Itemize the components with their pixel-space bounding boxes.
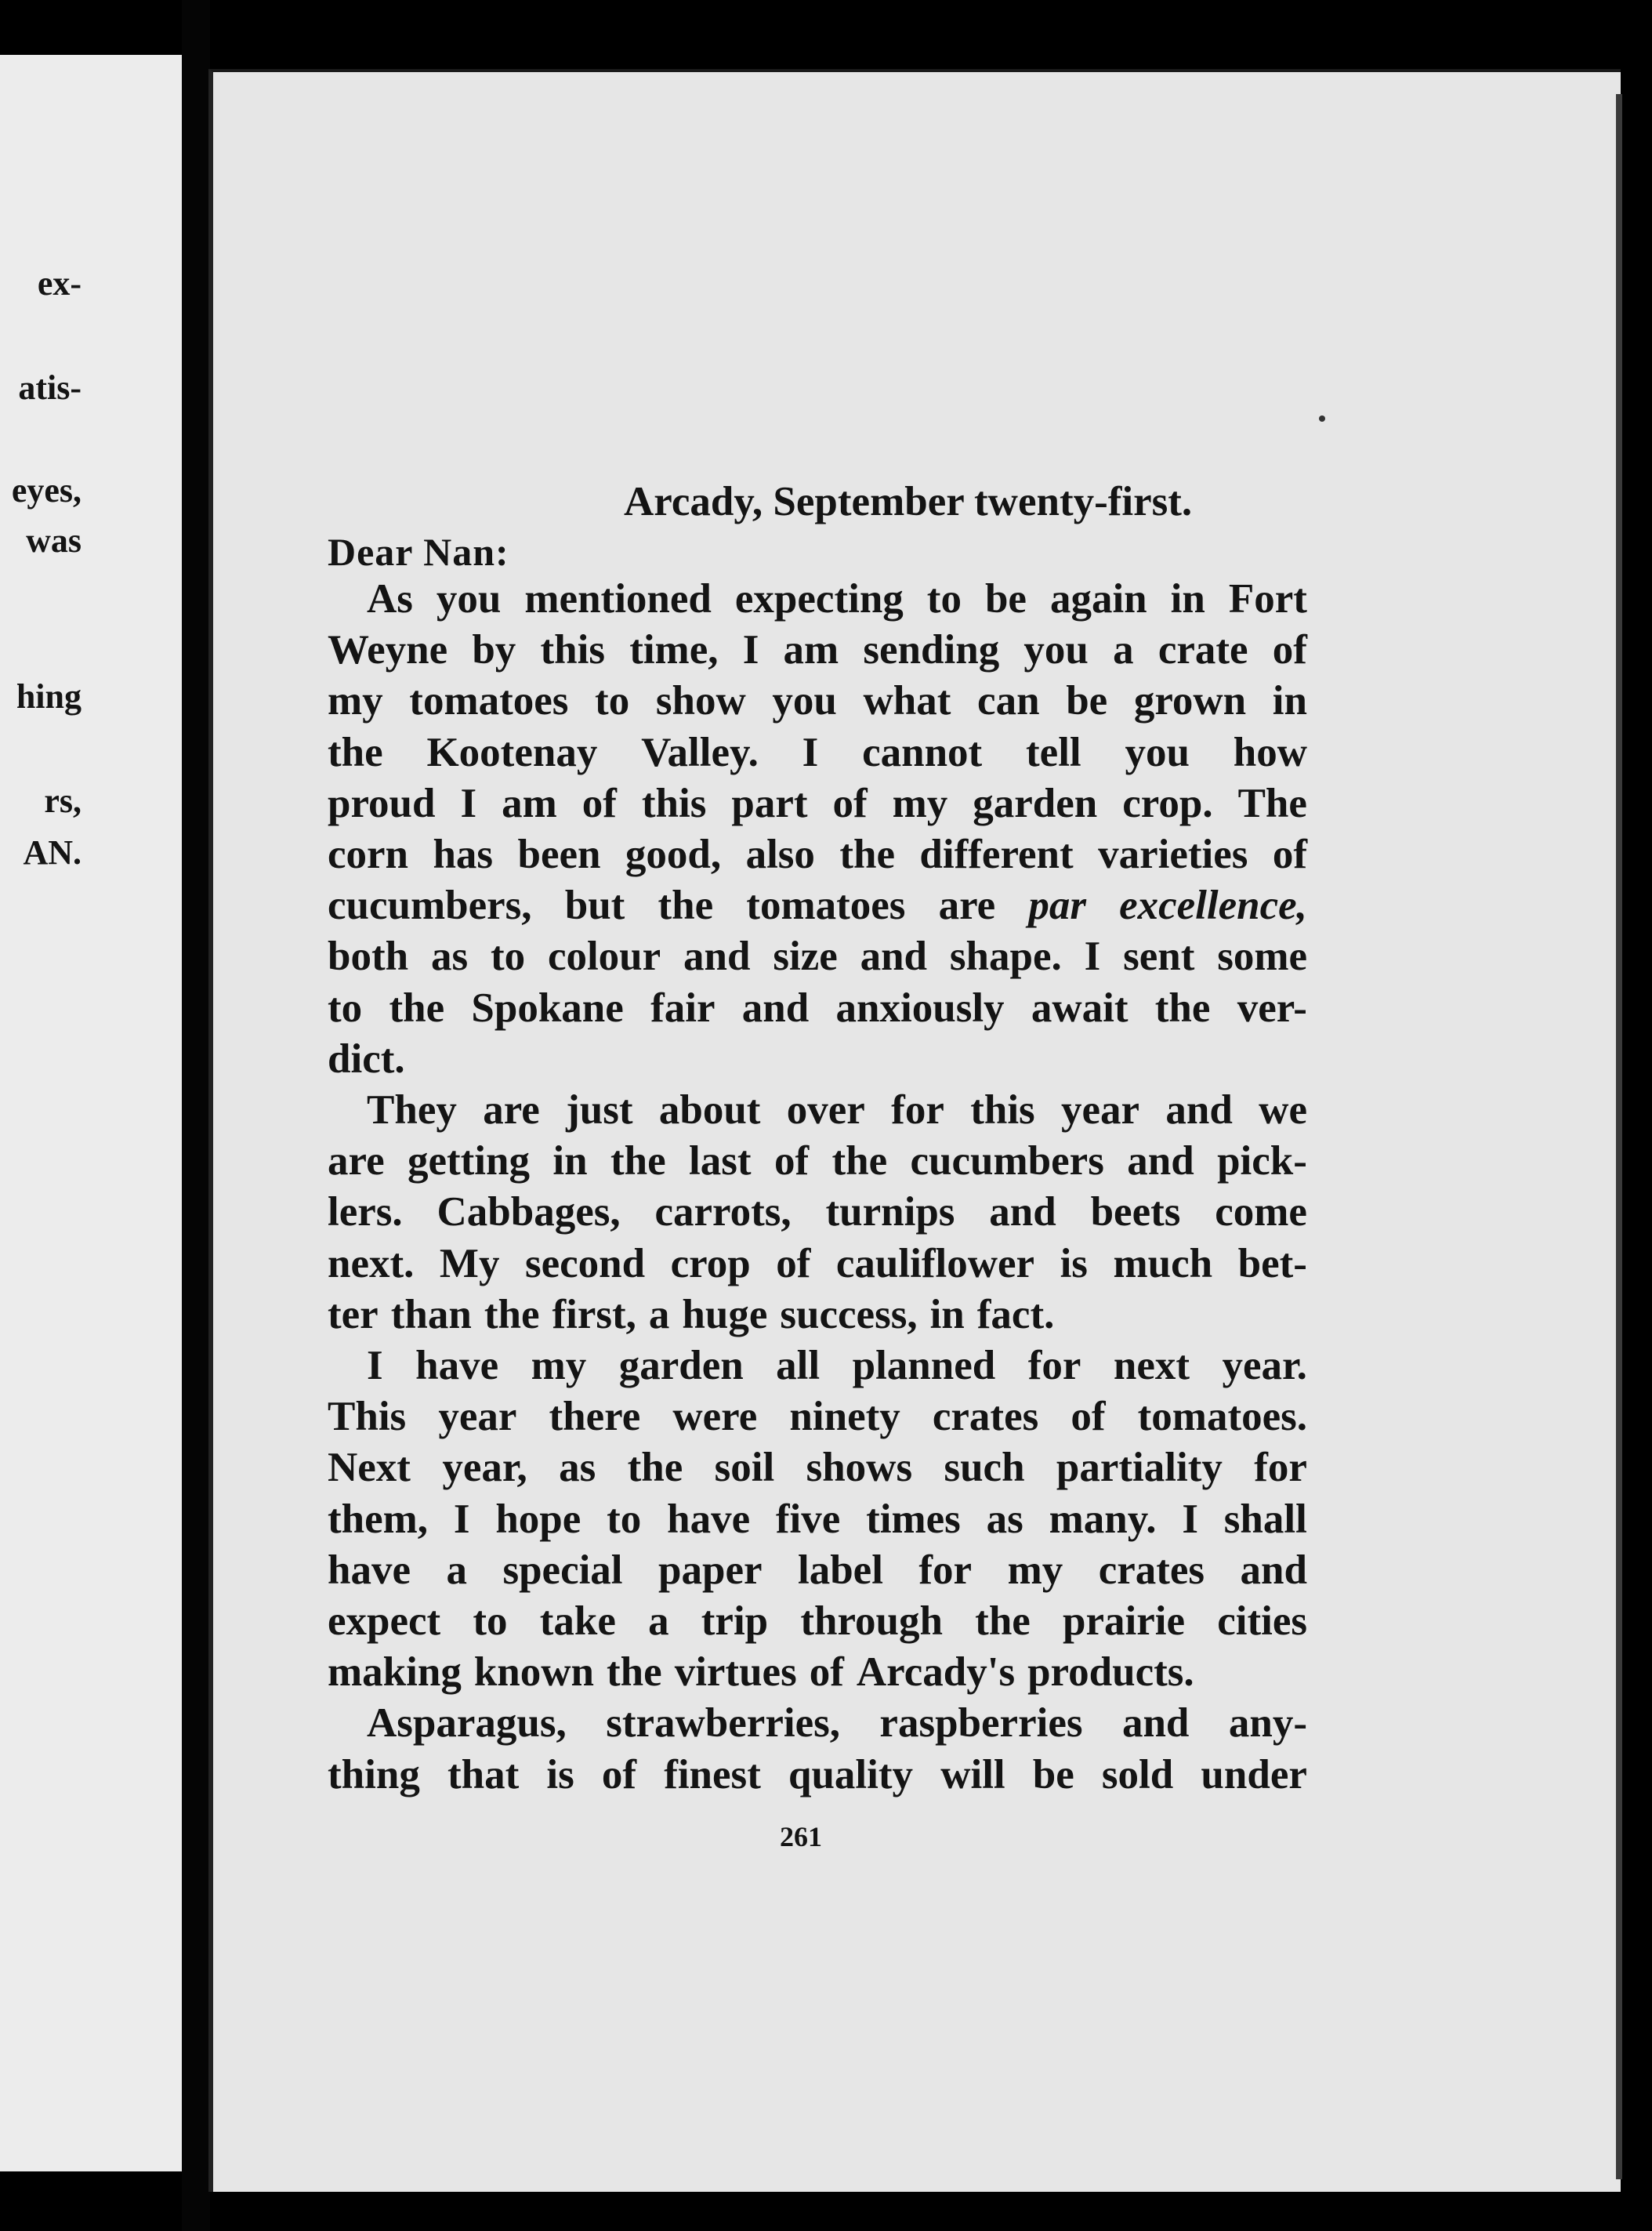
word: am xyxy=(783,627,839,673)
word: making xyxy=(328,1649,462,1696)
word: in xyxy=(929,1291,965,1337)
word: just xyxy=(566,1087,633,1133)
word: my xyxy=(1007,1547,1063,1593)
word: planned xyxy=(852,1343,996,1388)
left-fragment-1: ex- xyxy=(37,264,82,303)
word: again xyxy=(1049,576,1147,622)
word: and xyxy=(1127,1138,1194,1184)
word: expect xyxy=(328,1598,441,1644)
letter-line xyxy=(328,629,1307,671)
word: cauliflower xyxy=(835,1240,1035,1286)
letter-line xyxy=(328,1598,1307,1644)
letter-line xyxy=(367,1700,1307,1747)
word: many. xyxy=(1049,1496,1157,1542)
word: carrots, xyxy=(654,1189,792,1235)
word: partiality xyxy=(1056,1445,1223,1491)
word: I xyxy=(453,1496,470,1542)
word: times xyxy=(866,1496,961,1542)
word: Kootenay xyxy=(426,729,598,775)
word: thing xyxy=(328,1751,420,1797)
letter-line xyxy=(328,834,1307,876)
word: as xyxy=(430,934,469,980)
word: beets xyxy=(1090,1189,1181,1235)
word: have xyxy=(667,1496,751,1542)
word: to xyxy=(595,678,630,724)
word: anxiously xyxy=(835,985,1005,1031)
word: you xyxy=(1125,729,1190,775)
word: sent xyxy=(1123,934,1195,980)
word: a xyxy=(648,1291,670,1337)
word: have xyxy=(328,1547,411,1593)
word: crate xyxy=(1157,627,1248,673)
word: next xyxy=(1113,1343,1190,1388)
left-fragment-2: atis- xyxy=(18,368,82,407)
word: the xyxy=(389,985,445,1031)
letter-line xyxy=(328,1447,1307,1489)
ink-speck xyxy=(1319,415,1325,422)
letter-line xyxy=(328,885,1307,927)
word: the xyxy=(839,832,895,877)
word: in xyxy=(1272,678,1307,724)
word: has xyxy=(433,832,494,877)
letter-line xyxy=(367,576,1307,622)
left-fragment-3: eyes, xyxy=(11,471,82,510)
word: the xyxy=(831,1138,888,1184)
word: crates xyxy=(932,1394,1039,1440)
word: varieties xyxy=(1098,832,1248,877)
word: are xyxy=(938,883,996,929)
word: be xyxy=(1032,1751,1074,1797)
word: you xyxy=(436,576,502,622)
letter-line xyxy=(328,1396,1307,1438)
page-edge xyxy=(1616,94,1622,2179)
letter-line xyxy=(328,1036,1307,1082)
word: show xyxy=(655,678,746,724)
word: ninety xyxy=(789,1394,900,1440)
word: mentioned xyxy=(524,576,712,622)
word: I xyxy=(367,1343,383,1388)
word: Weyne xyxy=(328,627,448,673)
word: I xyxy=(460,780,477,826)
word: sold xyxy=(1101,1751,1174,1797)
word: strawberries, xyxy=(606,1700,840,1747)
word: and xyxy=(1240,1547,1307,1593)
word: colour xyxy=(547,934,661,980)
word: of xyxy=(581,780,617,826)
word: be xyxy=(984,576,1027,622)
word: await xyxy=(1031,985,1129,1031)
word: what xyxy=(863,678,951,724)
word: tomatoes xyxy=(409,678,569,724)
word: par xyxy=(1028,883,1086,929)
word: tell xyxy=(1026,729,1081,775)
word: crop. xyxy=(1122,780,1213,826)
word: the xyxy=(975,1598,1031,1644)
word: cucumbers xyxy=(910,1138,1104,1184)
word: in xyxy=(1170,576,1205,622)
word: soil xyxy=(714,1445,775,1491)
word: the xyxy=(484,1291,540,1337)
word: much xyxy=(1113,1240,1213,1286)
letter-line xyxy=(367,1087,1307,1133)
word: huge xyxy=(682,1291,768,1337)
word: will xyxy=(940,1751,1005,1797)
word: five xyxy=(775,1496,841,1542)
letter-line xyxy=(328,1547,1307,1593)
word: the xyxy=(627,1445,683,1491)
word: that xyxy=(447,1751,520,1797)
word: were xyxy=(672,1394,758,1440)
word: my xyxy=(531,1343,587,1388)
word: year xyxy=(438,1394,517,1440)
word: As xyxy=(367,576,413,622)
word: and xyxy=(860,934,928,980)
word: but xyxy=(564,883,625,929)
word: of xyxy=(773,1138,810,1184)
letter-line xyxy=(328,1751,1307,1797)
word: tomatoes xyxy=(746,883,906,929)
word: second xyxy=(524,1240,646,1286)
word: size xyxy=(773,934,838,980)
word: my xyxy=(892,780,948,826)
word: as xyxy=(986,1496,1023,1542)
word: part xyxy=(731,780,808,826)
word: finest xyxy=(664,1751,761,1797)
word: I xyxy=(1084,934,1101,980)
word: a xyxy=(1113,627,1134,673)
word: the xyxy=(610,1138,666,1184)
word: as xyxy=(559,1445,596,1491)
word: success, xyxy=(780,1291,918,1337)
word: cucumbers, xyxy=(328,883,532,929)
word: under xyxy=(1201,1751,1307,1797)
word: to xyxy=(926,576,962,622)
letter-line xyxy=(328,1496,1307,1542)
word: known xyxy=(473,1649,595,1696)
word: products. xyxy=(1027,1649,1194,1696)
word: They xyxy=(367,1087,457,1133)
word: are xyxy=(328,1138,385,1184)
word: is xyxy=(546,1751,574,1797)
word: a xyxy=(446,1547,467,1593)
letter-line xyxy=(328,936,1307,978)
letter-line xyxy=(328,1240,1307,1286)
letter-line xyxy=(328,1189,1307,1235)
word: the xyxy=(1154,985,1211,1031)
word: crates xyxy=(1098,1547,1205,1593)
word: you xyxy=(772,678,837,724)
letter-salutation: Dear Nan: xyxy=(328,530,509,574)
left-fragment-5: hing xyxy=(16,677,82,716)
word: can xyxy=(977,678,1040,724)
word: fact. xyxy=(976,1291,1055,1337)
left-fragment-7: AN. xyxy=(23,833,82,872)
word: dict. xyxy=(328,1036,405,1082)
word: and xyxy=(1165,1087,1233,1133)
word: this xyxy=(970,1087,1035,1133)
left-fragment-4: was xyxy=(26,521,82,560)
word: a xyxy=(648,1598,669,1644)
letter-line xyxy=(367,1345,1307,1387)
word: over xyxy=(786,1087,865,1133)
word: garden xyxy=(618,1343,744,1388)
word: raspberries xyxy=(879,1700,1083,1747)
word: is xyxy=(1060,1240,1088,1286)
word: bet- xyxy=(1237,1240,1307,1286)
word: are xyxy=(483,1087,540,1133)
word: This xyxy=(328,1394,407,1440)
word: Asparagus, xyxy=(367,1700,567,1747)
word: all xyxy=(776,1343,821,1388)
word: and xyxy=(683,934,751,980)
word: of xyxy=(832,780,868,826)
word: also xyxy=(745,832,815,877)
word: of xyxy=(1071,1394,1106,1440)
word: and xyxy=(1121,1700,1190,1747)
word: time, xyxy=(629,627,719,673)
letter-line xyxy=(328,729,1307,775)
word: special xyxy=(502,1547,623,1593)
word: year, xyxy=(442,1445,527,1491)
word: of xyxy=(776,1240,811,1286)
word: fair xyxy=(650,985,716,1031)
word: cities xyxy=(1217,1598,1307,1644)
word: paper xyxy=(658,1547,763,1593)
word: cannot xyxy=(862,729,983,775)
word: to xyxy=(328,985,363,1031)
word: to xyxy=(607,1496,642,1542)
word: last xyxy=(689,1138,752,1184)
letter-line xyxy=(328,1138,1307,1184)
word: through xyxy=(800,1598,943,1644)
word: such xyxy=(944,1445,1025,1491)
word: this xyxy=(540,627,605,673)
word: Cabbages, xyxy=(437,1189,621,1235)
word: I xyxy=(742,627,759,673)
word: corn xyxy=(328,832,409,877)
word: proud xyxy=(328,780,436,826)
word: for xyxy=(1254,1445,1307,1491)
word: there xyxy=(549,1394,641,1440)
word: grown xyxy=(1133,678,1247,724)
word: shape. xyxy=(949,934,1062,980)
word: both xyxy=(328,934,409,980)
word: be xyxy=(1066,678,1108,724)
word: this xyxy=(641,780,707,826)
word: for xyxy=(891,1087,944,1133)
word: have xyxy=(415,1343,499,1388)
word: shall xyxy=(1223,1496,1307,1542)
word: garden xyxy=(973,780,1098,826)
word: good, xyxy=(625,832,722,877)
word: excellence, xyxy=(1119,883,1307,929)
word: year. xyxy=(1222,1343,1307,1388)
word: my xyxy=(328,678,383,724)
word: getting xyxy=(407,1138,531,1184)
word: the xyxy=(658,883,714,929)
word: the xyxy=(328,729,383,775)
word: Next xyxy=(328,1445,411,1491)
letter-line xyxy=(328,985,1307,1031)
word: I xyxy=(1182,1496,1198,1542)
word: for xyxy=(918,1547,973,1593)
word: next. xyxy=(328,1240,415,1286)
word: The xyxy=(1237,780,1307,826)
word: Arcady's xyxy=(856,1649,1016,1696)
word: hope xyxy=(495,1496,581,1542)
word: than xyxy=(390,1291,472,1337)
word: to xyxy=(490,934,526,980)
word: label xyxy=(797,1547,883,1593)
word: and xyxy=(741,985,810,1031)
word: some xyxy=(1217,934,1307,980)
word: Valley. xyxy=(641,729,759,775)
word: crop xyxy=(670,1240,751,1286)
page-number: 261 xyxy=(780,1821,822,1852)
word: lers. xyxy=(328,1189,403,1235)
word: turnips xyxy=(825,1189,955,1235)
letter-dateline: Arcady, September twenty-first. xyxy=(624,479,1193,524)
left-fragment-6: rs, xyxy=(44,782,82,820)
word: ter xyxy=(328,1291,379,1337)
word: trip xyxy=(701,1598,769,1644)
letter-line xyxy=(328,680,1307,722)
word: tomatoes. xyxy=(1137,1394,1307,1440)
word: of xyxy=(601,1751,637,1797)
word: shows xyxy=(806,1445,913,1491)
word: virtues xyxy=(674,1649,797,1696)
word: to xyxy=(473,1598,508,1644)
word: am xyxy=(502,780,557,826)
word: I xyxy=(802,729,819,775)
word: you xyxy=(1023,627,1089,673)
word: by xyxy=(472,627,516,673)
word: year xyxy=(1061,1087,1140,1133)
word: the xyxy=(607,1649,662,1696)
word: them, xyxy=(328,1496,429,1542)
word: in xyxy=(552,1138,588,1184)
word: of xyxy=(1272,627,1307,673)
word: prairie xyxy=(1063,1598,1186,1644)
word: Spokane xyxy=(471,985,624,1031)
word: expecting xyxy=(734,576,904,622)
word: quality xyxy=(788,1751,914,1797)
word: Fort xyxy=(1228,576,1307,622)
word: My xyxy=(439,1240,500,1286)
word: come xyxy=(1215,1189,1307,1235)
word: about xyxy=(658,1087,761,1133)
word: of xyxy=(1272,832,1307,877)
word: first, xyxy=(552,1291,636,1337)
book-gutter xyxy=(182,0,210,2231)
letter-line xyxy=(328,1291,1307,1337)
word: how xyxy=(1233,729,1307,775)
word: take xyxy=(539,1598,616,1644)
word: any- xyxy=(1228,1700,1307,1747)
letter-line xyxy=(328,780,1307,826)
word: of xyxy=(809,1649,844,1696)
word: for xyxy=(1027,1343,1081,1388)
word: been xyxy=(517,832,601,877)
left-page-fragment xyxy=(0,55,182,2171)
word: pick- xyxy=(1217,1138,1307,1184)
word: we xyxy=(1259,1087,1307,1133)
word: different xyxy=(919,832,1074,877)
word: sending xyxy=(863,627,1000,673)
letter-line xyxy=(328,1649,1307,1696)
word: and xyxy=(989,1189,1056,1235)
word: ver- xyxy=(1237,985,1307,1031)
